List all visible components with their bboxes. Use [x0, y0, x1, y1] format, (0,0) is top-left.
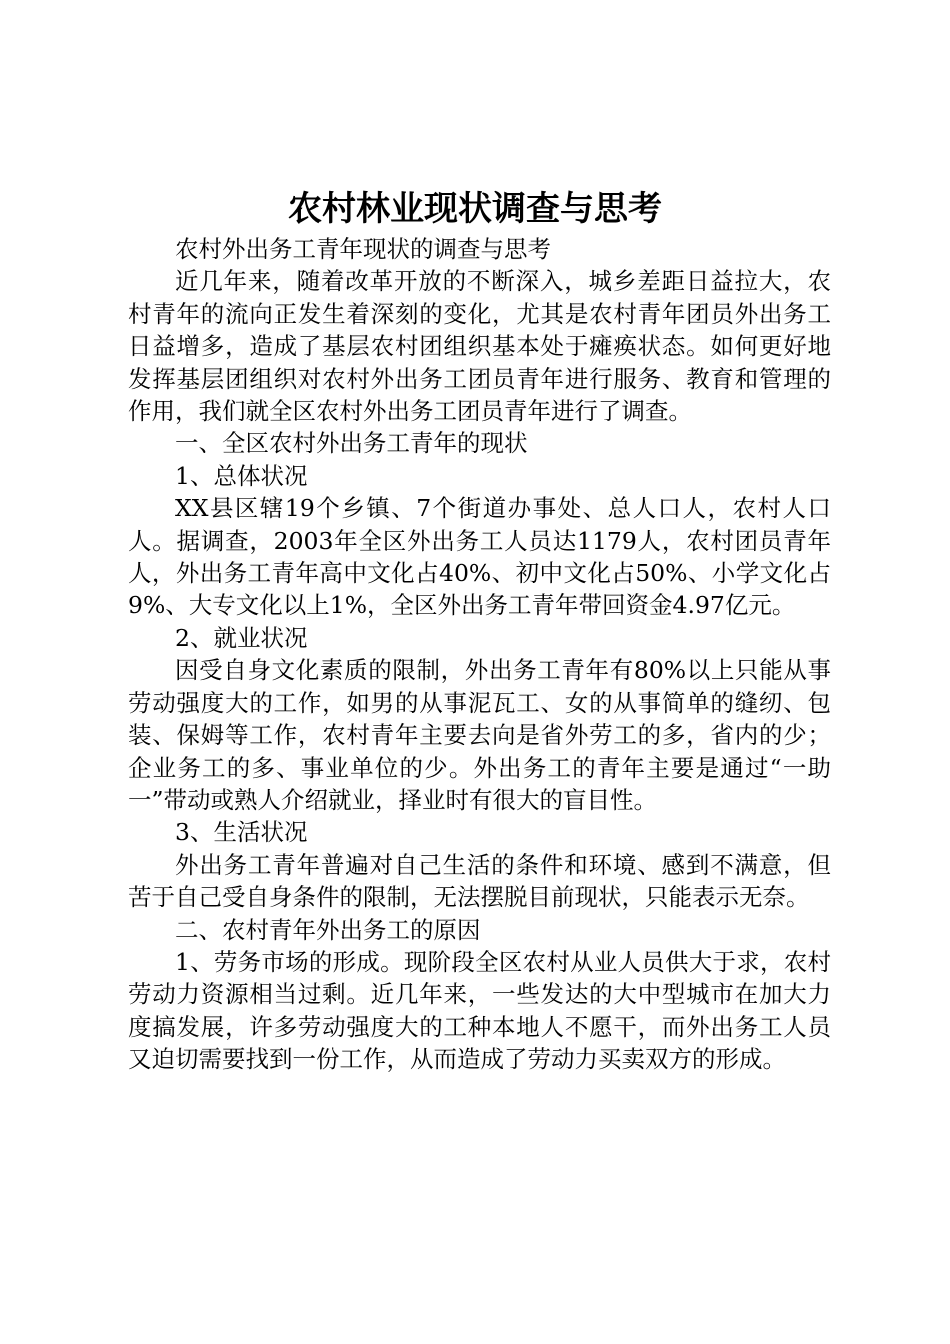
subsection-heading-1-3: 3、生活状况: [175, 818, 308, 847]
labor-market-paragraph: 1、劳务市场的形成。现阶段全区农村从业人员供大于求，农村劳动力资源相当过剩。近几年来，一些发达的大中型城市在加大力度搞发展，许多劳动强度大的工种本地人不愿干，而外出务工人员又迫切需要找到一份工作，从而造成了劳动力买卖双方的形成。: [128, 947, 831, 1074]
subsection-heading-1-2: 2、就业状况: [175, 623, 308, 652]
living-status-paragraph: 外出务工青年普遍对自己生活的条件和环境、感到不满意，但苦于自己受自身条件的限制，无法摆脱目前现状，只能表示无奈。: [128, 850, 831, 912]
overall-status-paragraph: XX县区辖19个乡镇、7个街道办事处、总人口人，农村人口人。据调查，2003年全区外出务工人员达1179人，农村团员青年人，外出务工青年高中文化占40%、初中文化占50%、小学文化占9%、大专文化以上1%，全区外出务工青年带回资金4.97亿元。: [128, 494, 831, 620]
section-heading-2: 二、农村青年外出务工的原因: [175, 915, 481, 944]
employment-status-paragraph: 因受自身文化素质的限制，外出务工青年有80%以上只能从事劳动强度大的工作，如男的从事泥瓦工、女的从事简单的缝纫、包装、保姆等工作，农村青年主要去向是省外劳工的多，省内的少；企业务工的多、事业单位的少。外出务工的青年主要是通过“一助一”带动或熟人介绍就业，择业时有很大的盲目性。: [128, 656, 831, 814]
intro-paragraph: 近几年来，随着改革开放的不断深入，城乡差距日益拉大，农村青年的流向正发生着深刻的变化，尤其是农村青年团员外出务工日益增多，造成了基层农村团组织基本处于瘫痪状态。如何更好地发挥基层团组织对农村外出务工团员青年进行服务、教育和管理的作用，我们就全区农村外出务工团员青年进行了调查。: [128, 267, 831, 426]
section-heading-1: 一、全区农村外出务工青年的现状: [175, 429, 528, 458]
document-body: [128, 233, 831, 1076]
document-title: 农村林业现状调查与思考: [288, 189, 662, 229]
subsection-heading-1-1: 1、总体状况: [175, 461, 308, 490]
subtitle-paragraph: 农村外出务工青年现状的调查与思考: [175, 235, 551, 263]
